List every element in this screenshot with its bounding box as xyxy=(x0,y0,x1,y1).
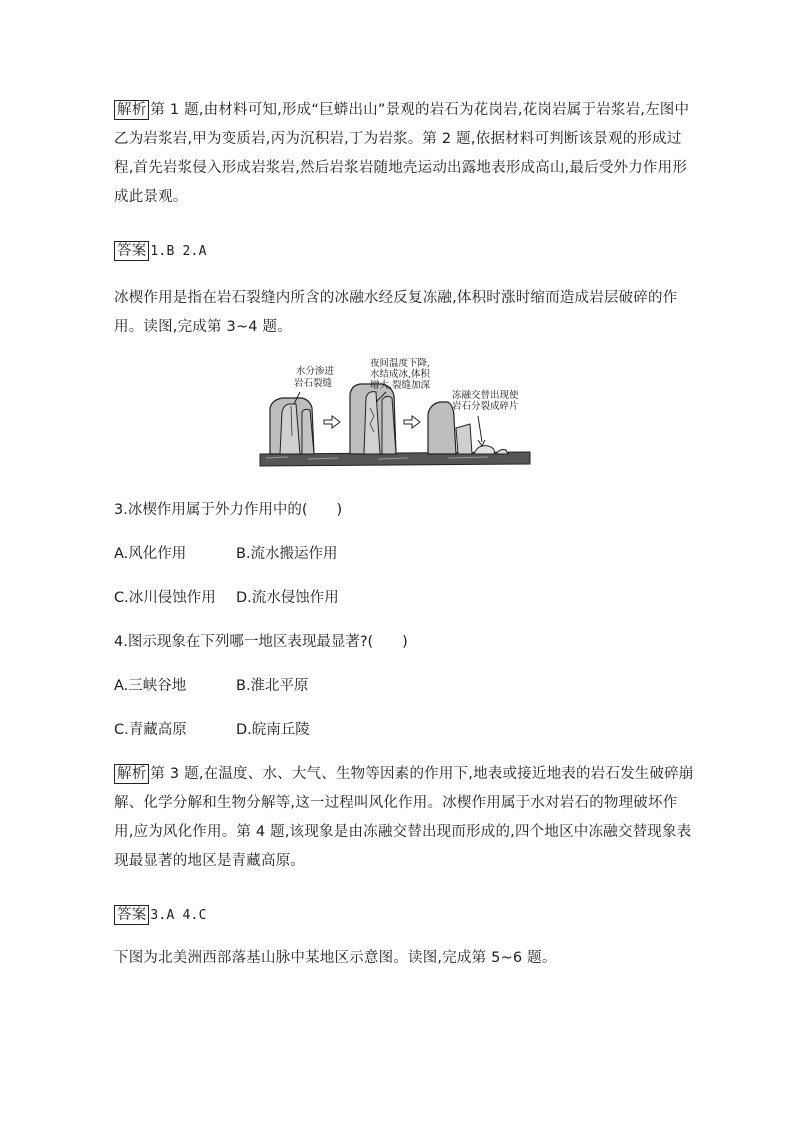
analysis-text-2: 第 3 题,在温度、水、大气、生物等因素的作用下,地表或接近地表的岩石发生破碎崩解、化学分解和生物分解等,这一过程叫风化作用。冰楔作用属于水对岩石的物理破坏作用,应为风化作用。第 4 题,该现象是由冻融交替出现而形成的,四个地区中冻融交替现象表现最显著的地区是青藏高原。 xyxy=(114,766,694,869)
analysis-label-2: 解析 xyxy=(114,764,149,784)
intro-text-1: 冰楔作用是指在岩石裂缝内所含的冰融水经反复冻融,体积时涨时缩而造成岩层破碎的作用。读图,完成第 3~4 题。 xyxy=(114,290,678,335)
q3-option-a[interactable]: A.风化作用 xyxy=(114,546,187,562)
figure-label-3b: 岩石分裂成碎片 xyxy=(452,401,519,412)
frost-wedging-figure xyxy=(258,358,533,470)
answer-text-2: 3.A 4.C xyxy=(150,908,207,923)
arrow-1 xyxy=(324,416,340,428)
answer-block-1 xyxy=(114,237,694,266)
analysis-text-1: 第 1 题,由材料可知,形成“巨蟒出山”景观的岩石为花岗岩,花岗岩属于岩浆岩,左图中乙为岩浆岩,甲为变质岩,丙为沉积岩,丁为岩浆。第 2 题,依据材料可判断该景观的形成过程,首先岩浆侵入形成岩浆岩,然后岩浆岩随地壳运动出露地表形成高山,最后受外力作用形成此景观。 xyxy=(114,102,690,205)
q4-option-a[interactable]: A.三峡谷地 xyxy=(114,678,187,694)
intro-text-2: 下图为北美洲西部落基山脉中某地区示意图。读图,完成第 5~6 题。 xyxy=(114,950,557,966)
rock-stage-2 xyxy=(350,384,396,454)
q3-option-d[interactable]: D.流水侵蚀作用 xyxy=(236,590,339,606)
figure-label-1a: 水分渗进 xyxy=(296,366,335,377)
rock-stage-1 xyxy=(270,398,314,454)
answer-label-2: 答案 xyxy=(114,905,149,925)
figure-label-2b: 水结成冰,体积 xyxy=(370,369,431,380)
analysis-block-1 xyxy=(114,96,694,212)
answer-block-2 xyxy=(114,901,694,930)
intro-q3-q4 xyxy=(114,284,694,342)
figure-label-1b: 岩石裂缝 xyxy=(294,378,333,389)
leader-line-3 xyxy=(478,416,482,442)
analysis-label: 解析 xyxy=(114,100,149,120)
q3-option-c[interactable]: C.冰川侵蚀作用 xyxy=(114,590,216,606)
q4-option-c[interactable]: C.青藏高原 xyxy=(114,722,187,738)
q4-option-d[interactable]: D.皖南丘陵 xyxy=(236,722,310,738)
figure-label-2a: 夜间温度下降, xyxy=(370,358,431,369)
answer-label: 答案 xyxy=(114,241,149,261)
question-4-stem: 4.图示现象在下列哪一地区表现最显著?( ) xyxy=(114,634,408,650)
figure-label-3a: 冻融交替出现使 xyxy=(452,390,519,401)
answer-text-1: 1.B 2.A xyxy=(150,244,207,259)
figure-label-2c: 增大,裂缝加深 xyxy=(370,380,431,391)
q4-option-b[interactable]: B.淮北平原 xyxy=(236,678,309,694)
question-3-stem: 3.冰楔作用属于外力作用中的( ) xyxy=(114,502,343,518)
q3-option-b[interactable]: B.流水搬运作用 xyxy=(236,546,338,562)
intro-q5-q6 xyxy=(114,944,694,973)
analysis-block-2 xyxy=(114,760,694,876)
arrow-2 xyxy=(404,416,420,428)
